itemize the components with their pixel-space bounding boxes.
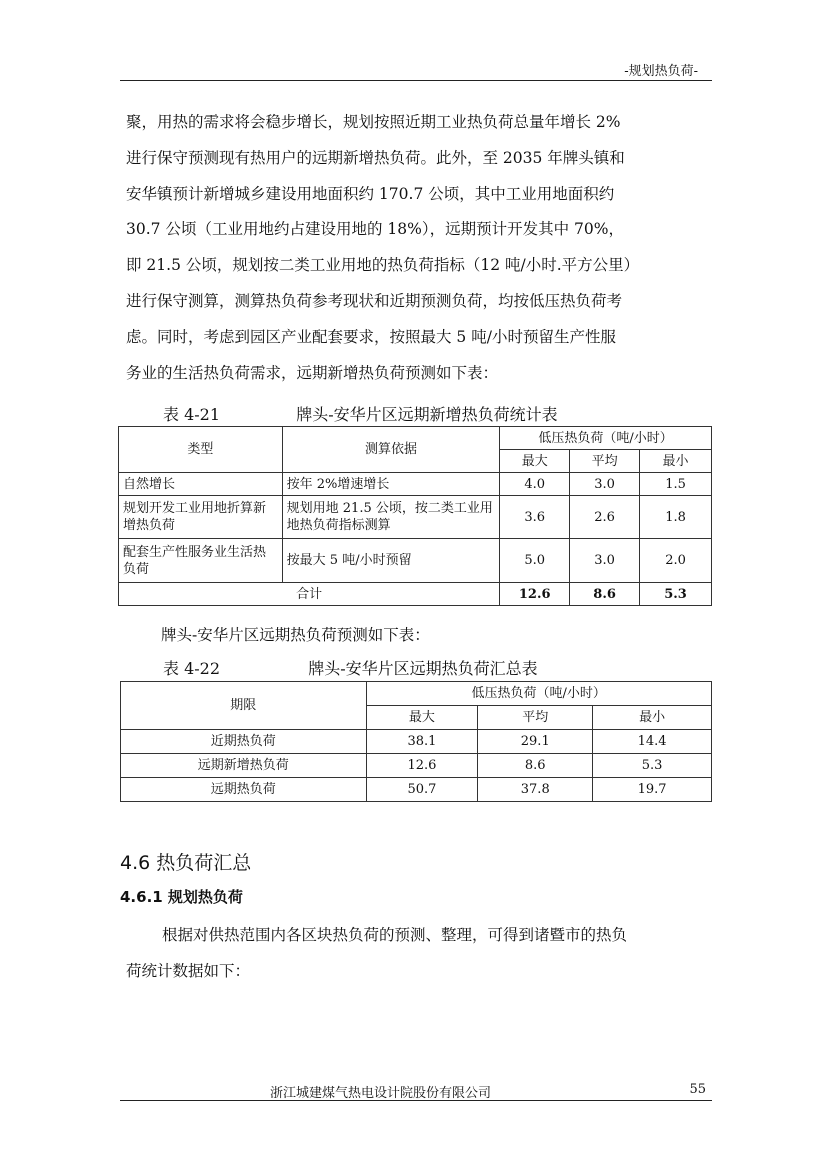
cell-basis: 按最大 5 吨/小时预留	[282, 539, 500, 583]
intro-line: 30.7 公顷（工业用地约占建设用地的 18%），远期预计开发其中 70%，	[126, 220, 624, 239]
mid-line: 牌头-安华片区远期热负荷预测如下表：	[161, 626, 430, 644]
cell-min: 19.7	[593, 778, 712, 802]
cell-max: 4.0	[500, 473, 570, 496]
total-avg: 8.6	[570, 583, 640, 606]
total-min: 5.3	[640, 583, 712, 606]
mid-paragraph	[161, 618, 721, 654]
total-label: 合计	[119, 583, 500, 606]
intro-line: 务业的生活热负荷需求，远期新增热负荷预测如下表：	[126, 363, 499, 382]
cell-type: 配套生产性服务业生活热负荷	[119, 539, 283, 583]
cell-avg: 8.6	[478, 754, 593, 778]
cell-max: 3.6	[500, 496, 570, 539]
subsection-title: 4.6.1 规划热负荷	[120, 888, 243, 906]
cell-max: 38.1	[366, 730, 478, 754]
closing-paragraph	[126, 918, 712, 990]
cell-period: 远期新增热负荷	[121, 754, 367, 778]
table1-header-type: 类型	[119, 427, 283, 473]
header-rule	[120, 80, 712, 81]
cell-basis: 按年 2%增速增长	[282, 473, 500, 496]
table2-caption	[163, 656, 538, 679]
table2-header-min: 最小	[593, 706, 712, 730]
cell-min: 2.0	[640, 539, 712, 583]
closing-line: 荷统计数据如下：	[126, 961, 251, 980]
intro-line: 虑。同时，考虑到园区产业配套要求，按照最大 5 吨/小时预留生产性服	[126, 327, 616, 346]
table1-header-basis: 测算依据	[282, 427, 500, 473]
table2-header-avg: 平均	[478, 706, 593, 730]
footer-rule	[120, 1100, 712, 1101]
table1-number: 表 4-21	[163, 405, 221, 424]
table2-header-period: 期限	[121, 682, 367, 730]
cell-min: 14.4	[593, 730, 712, 754]
cell-period: 远期热负荷	[121, 778, 367, 802]
table-row	[121, 754, 712, 778]
intro-line: 安华镇预计新增城乡建设用地面积约 170.7 公顷，其中工业用地面积约	[126, 184, 615, 203]
table2-title: 牌头-安华片区远期热负荷汇总表	[308, 659, 538, 678]
cell-max: 12.6	[366, 754, 478, 778]
table2-number: 表 4-22	[163, 659, 221, 678]
cell-max: 5.0	[500, 539, 570, 583]
cell-type: 自然增长	[119, 473, 283, 496]
intro-line: 进行保守测算，测算热负荷参考现状和近期预测负荷，均按低压热负荷考	[126, 291, 623, 310]
intro-line: 即 21.5 公顷，规划按二类工业用地的热负荷指标（12 吨/小时.平方公里）	[126, 256, 640, 275]
table-row	[119, 496, 712, 539]
cell-avg: 3.0	[570, 539, 640, 583]
cell-max: 50.7	[366, 778, 478, 802]
intro-paragraph	[126, 105, 712, 391]
closing-line: 根据对供热范围内各区块热负荷的预测、整理，可得到诸暨市的热负	[162, 926, 628, 944]
table-row	[121, 730, 712, 754]
cell-min: 1.8	[640, 496, 712, 539]
cell-avg: 29.1	[478, 730, 593, 754]
table1-header-avg: 平均	[570, 450, 640, 473]
header-title: -规划热负荷-	[624, 64, 698, 79]
table-total-row	[119, 583, 712, 606]
table2-header-max: 最大	[366, 706, 478, 730]
table1-header-group: 低压热负荷（吨/小时）	[500, 427, 712, 450]
table2	[120, 681, 712, 802]
table1	[118, 426, 712, 606]
table1-caption	[163, 402, 558, 425]
intro-line: 进行保守预测现有热用户的远期新增热负荷。此外，至 2035 年牌头镇和	[126, 148, 625, 167]
table-row	[119, 473, 712, 496]
intro-line: 聚，用热的需求将会稳步增长，规划按照近期工业热负荷总量年增长 2%	[126, 113, 621, 131]
table2-header-group: 低压热负荷（吨/小时）	[366, 682, 712, 706]
table1-header-min: 最小	[640, 450, 712, 473]
cell-basis: 规划用地 21.5 公顷，按二类工业用地热负荷指标测算	[282, 496, 500, 539]
cell-avg: 2.6	[570, 496, 640, 539]
table-row	[119, 539, 712, 583]
footer-company: 浙江城建煤气热电设计院股份有限公司	[270, 1086, 492, 1101]
cell-avg: 37.8	[478, 778, 593, 802]
cell-min: 1.5	[640, 473, 712, 496]
table1-title: 牌头-安华片区远期新增热负荷统计表	[296, 405, 558, 424]
total-max: 12.6	[500, 583, 570, 606]
table1-header-max: 最大	[500, 450, 570, 473]
cell-min: 5.3	[593, 754, 712, 778]
cell-avg: 3.0	[570, 473, 640, 496]
cell-period: 近期热负荷	[121, 730, 367, 754]
table-row	[121, 778, 712, 802]
page-number: 55	[689, 1082, 706, 1097]
cell-type: 规划开发工业用地折算新增热负荷	[119, 496, 283, 539]
section-title: 4.6 热负荷汇总	[120, 852, 252, 874]
